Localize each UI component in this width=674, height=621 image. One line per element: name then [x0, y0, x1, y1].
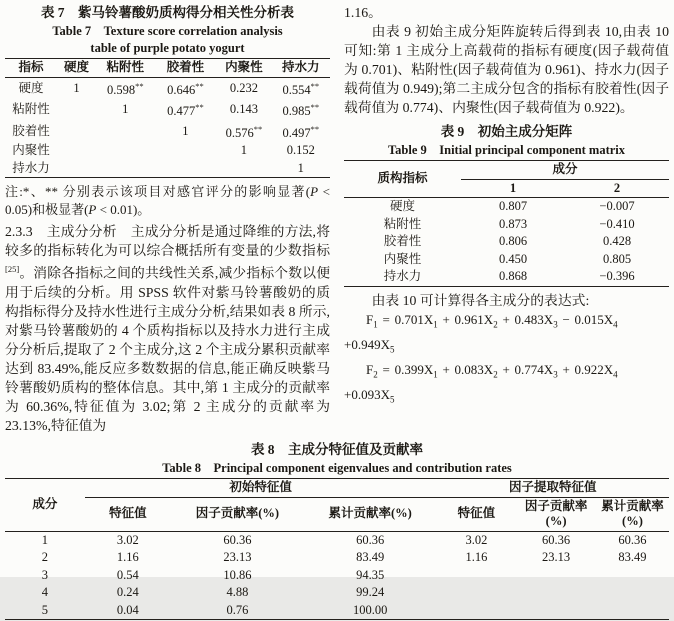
- section-2-3-3-paragraph: 2.3.3 主成分分析 主成分分析是通过降维的方法,将较多的指标转化为可以综合概括所有变量的少数指标[25]。消除各指标之间的共线性关系,减少指标个数以便用于后续的分析。用 SPSS 软件对紫马铃薯酸奶的质构指标得分及持水性进行主成分分析,结果如表 8 所示,对紫马铃薯酸奶的 4 个质构指标以及持水力进行主成分分析后,提取了 2 个主成分,这 2 个主成分累积贡献率达到 83.49%,能反应多数数据的信息,能正确反映紫马铃薯酸奶质构的整体信息。其中,第 1 主成分的贡献率为 60.36%,特征值为 3.02;第 2 主成分的贡献率为 23.13%,特征值为: [5, 224, 330, 434]
- table-row: [5, 584, 669, 602]
- table7-caption-cn: 表 7 紫马铃薯酸奶质构得分相关性分析表: [40, 5, 295, 20]
- column-header: 指标: [5, 59, 57, 78]
- value-cell: 0.576**: [225, 123, 263, 140]
- value-cell: [516, 602, 596, 620]
- value-cell: 3.02: [116, 532, 139, 547]
- value-cell: [437, 584, 517, 602]
- table-row: [344, 216, 669, 234]
- value-cell: 1: [73, 80, 80, 95]
- table8-caption-en: Table 8 Principal component eigenvalues and contribution rates: [162, 461, 512, 476]
- column-header: 持水力: [272, 59, 331, 78]
- value-cell: 0.807: [498, 199, 528, 213]
- value-cell: 1.16: [465, 550, 488, 565]
- table-header-row: [5, 479, 669, 498]
- table-row: [5, 549, 669, 567]
- column-header: 粘附性: [96, 59, 155, 78]
- value-cell: 0.985**: [282, 102, 320, 119]
- value-cell: 60.36: [542, 532, 571, 547]
- formula-f1-line1: $F_1 = 0.701X_1 + 0.961X_2 + 0.483X_3 - 0.015X_4$: [366, 311, 618, 330]
- column-header: 内聚性: [216, 59, 271, 78]
- value-cell: 0.232: [229, 80, 258, 95]
- column-header: 特征值: [437, 497, 517, 531]
- group-header-initial: 初始特征值: [85, 479, 437, 498]
- value-cell: [96, 142, 155, 160]
- table-subheader-row: [5, 497, 669, 531]
- table9-caption-cn: 表 9 初始主成分矩阵: [440, 124, 573, 139]
- value-cell: 1: [297, 160, 304, 175]
- value-cell: 0.76: [226, 602, 249, 617]
- table-row: [5, 602, 669, 620]
- bottom-section: [5, 440, 669, 621]
- value-cell: 10.86: [223, 567, 252, 582]
- formula-f2-line2: $+0.093X_5$: [344, 386, 395, 405]
- value-cell: 1: [240, 143, 247, 158]
- formula-f2-line1: $F_2 = 0.399X_1 + 0.083X_2 + 0.774X_3 + 0.922X_4$: [366, 361, 618, 380]
- row-label-cell: 5: [41, 602, 48, 617]
- value-cell: 60.36: [618, 532, 647, 547]
- value-cell: 0.598**: [106, 80, 144, 97]
- two-column-body: [5, 3, 669, 435]
- table7-caption-en-line2: table of purple potato yogurt: [90, 41, 245, 55]
- table7-caption-en-line1: Table 7 Texture score correlation analysis: [52, 24, 283, 38]
- value-cell: 0.428: [602, 234, 632, 248]
- value-cell: [437, 602, 517, 620]
- table-row: [5, 531, 669, 549]
- table-note: 注:*、** 分别表示该项目对感官评分的影响显著(P < 0.05)和极显著(P < 0.01)。: [5, 184, 330, 217]
- group-header: 成分: [461, 161, 669, 180]
- row-label-cell: 2: [41, 550, 48, 565]
- table8-caption-cn: 表 8 主成分特征值及贡献率: [250, 442, 424, 458]
- table-row: [344, 268, 669, 286]
- row-label-cell: 粘附性: [383, 216, 422, 231]
- value-cell: [516, 567, 596, 585]
- value-cell: 100.00: [352, 602, 388, 617]
- table-row: [5, 99, 330, 121]
- value-cell: [437, 567, 517, 585]
- row-label-cell: 3: [41, 567, 48, 582]
- value-cell: [596, 567, 669, 585]
- row-label-cell: 胶着性: [383, 234, 422, 248]
- eigenvalue-table: [5, 478, 669, 620]
- table-row: [344, 233, 669, 251]
- row-label-cell: 胶着性: [12, 123, 50, 138]
- right-column: [344, 3, 669, 435]
- value-cell: [57, 99, 96, 121]
- table-row: [344, 198, 669, 216]
- row-label-cell: 持水力: [12, 160, 50, 175]
- row-label-cell: 粘附性: [12, 102, 50, 117]
- column-header: 硬度: [57, 59, 96, 78]
- row-label-cell: 4: [41, 585, 48, 600]
- value-cell: −0.007: [599, 199, 635, 213]
- column-header: 累计贡献率(%): [596, 497, 669, 531]
- value-cell: [57, 121, 96, 143]
- group-header-extracted: 因子提取特征值: [437, 479, 669, 498]
- value-cell: 1: [122, 102, 129, 117]
- column-header: 累计贡献率(%): [304, 497, 437, 531]
- value-cell: −0.410: [599, 216, 635, 231]
- row-label-cell: 1: [41, 532, 48, 547]
- value-cell: [596, 602, 669, 620]
- value-cell: 0.477**: [167, 102, 204, 119]
- value-cell: 0.152: [286, 143, 315, 158]
- row-label-cell: 持水力: [383, 269, 422, 283]
- row-header: 质构指标: [344, 161, 461, 198]
- row-label-cell: 内聚性: [12, 143, 50, 158]
- value-cell: 0.24: [116, 585, 139, 600]
- table-header-row: [5, 59, 330, 78]
- correlation-table: [5, 58, 330, 178]
- table-header-row: [344, 161, 669, 180]
- value-cell: 60.36: [223, 532, 252, 547]
- value-cell: 0.497**: [282, 123, 320, 140]
- expressions-intro: 由表 10 可计算得各主成分的表达式:: [371, 292, 590, 308]
- column-header: 胶着性: [155, 59, 217, 78]
- rotation-paragraph: 由表 9 初始主成分矩阵旋转后得到表 10,由表 10 可知:第 1 主成分上高载荷的指标有硬度(因子载荷值为 0.701)、粘附性(因子载荷值为 0.961)、持水力(因子载荷值为 0.949);第二主成分包含的指标有胶着性(因子载荷值为 0.774)、内聚性(因子载荷值为 0.922)。: [344, 24, 669, 115]
- value-cell: 0.805: [602, 251, 632, 266]
- table-row: [5, 142, 330, 160]
- column-header: 1: [461, 179, 565, 198]
- value-cell: 4.88: [226, 585, 249, 600]
- column-header: 成分: [5, 479, 85, 532]
- value-cell: 0.04: [116, 602, 139, 617]
- value-cell: 0.868: [498, 269, 528, 283]
- row-label-cell: 硬度: [18, 80, 44, 95]
- left-column: [5, 3, 330, 435]
- value-cell: [96, 160, 155, 178]
- value-cell: [155, 160, 217, 178]
- formula-f1-line2: $+0.949X_5$: [344, 336, 395, 355]
- value-cell: 0.646**: [167, 80, 204, 97]
- value-cell: 83.49: [356, 550, 385, 565]
- value-cell: −0.396: [599, 269, 635, 283]
- table-row: [5, 77, 330, 99]
- component-matrix-table: [344, 160, 669, 287]
- value-cell: [155, 142, 217, 160]
- value-cell: 1: [182, 123, 189, 138]
- carryover-text: 1.16。: [344, 5, 382, 20]
- table9-caption-en: Table 9 Initial principal component matrix: [387, 143, 626, 157]
- table-row: [344, 251, 669, 269]
- value-cell: 0.873: [498, 216, 528, 231]
- value-cell: 0.54: [116, 567, 139, 582]
- value-cell: 83.49: [618, 550, 647, 565]
- value-cell: [96, 121, 155, 143]
- row-label-cell: 硬度: [389, 199, 415, 213]
- value-cell: 60.36: [356, 532, 385, 547]
- value-cell: 23.13: [223, 550, 252, 565]
- value-cell: [216, 160, 271, 178]
- column-header: 因子贡献率(%): [171, 497, 304, 531]
- row-label-cell: 内聚性: [383, 251, 422, 266]
- table-row: [5, 160, 330, 178]
- value-cell: [596, 584, 669, 602]
- value-cell: 0.554**: [282, 80, 320, 97]
- value-cell: 0.806: [498, 234, 528, 248]
- table-row: [5, 121, 330, 143]
- value-cell: 0.143: [229, 102, 258, 117]
- value-cell: 99.24: [356, 585, 385, 600]
- value-cell: [57, 160, 96, 178]
- value-cell: 94.35: [356, 567, 385, 582]
- value-cell: 23.13: [542, 550, 571, 565]
- table-row: [5, 567, 669, 585]
- column-header: 特征值: [85, 497, 171, 531]
- value-cell: [516, 584, 596, 602]
- value-cell: 3.02: [465, 532, 488, 547]
- value-cell: 0.450: [498, 251, 528, 266]
- column-header: 因子贡献率(%): [516, 497, 596, 531]
- column-header: 2: [565, 179, 669, 198]
- value-cell: [57, 142, 96, 160]
- value-cell: 1.16: [116, 550, 139, 565]
